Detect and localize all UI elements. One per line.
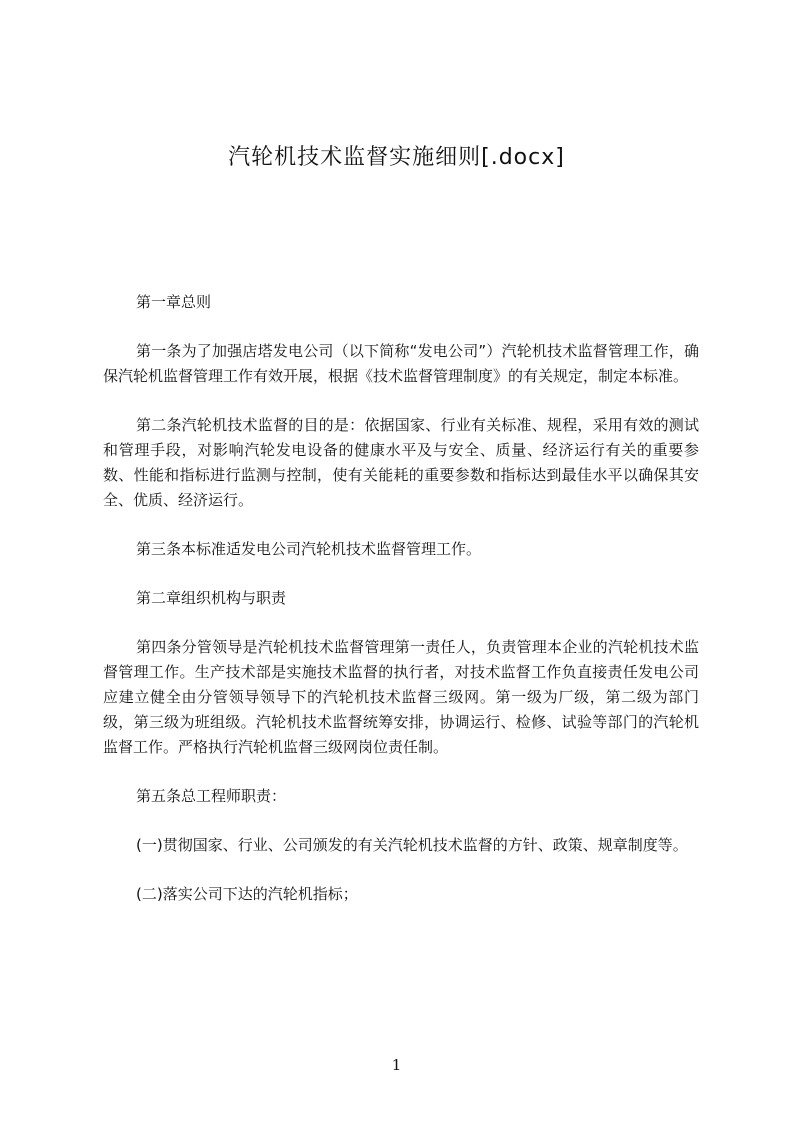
article-paragraph: 第二条汽轮机技术监督的目的是：依据国家、行业有关标准、规程，采用有效的测试和管理手段，对影响汽轮发电设备的健康水平及与安全、质量、经济运行有关的重要参数、性能和指标进行监测与控制，使有关能耗的重要参数和指标达到最佳水平以确保其安全、优质、经济运行。	[103, 416, 699, 509]
document-body	[103, 290, 699, 931]
list-paragraph: (一)贯彻国家、行业、公司颁发的有关汽轮机技术监督的方针、政策、规章制度等。	[136, 836, 688, 854]
article-paragraph: 第四条分管领导是汽轮机技术监督管理第一责任人，负责管理本企业的汽轮机技术监督管理工作。生产技术部是实施技术监督的执行者，对技术监督工作负直接责任发电公司应建立健全由分管领导领导下的汽轮机技术监督三级网。第一级为厂级，第二级为部门级，第三级为班组级。汽轮机技术监督统筹安排，协调运行、检修、试验等部门的汽轮机监督工作。严格执行汽轮机监督三级网岗位责任制。	[103, 638, 699, 756]
page-number: 1	[391, 1056, 402, 1074]
document-title: 汽轮机技术监督实施细则[.docx]	[228, 145, 565, 170]
article-paragraph: 第一条为了加强店塔发电公司（以下简称“发电公司”）汽轮机技术监督管理工作，确保汽轮机监督管理工作有效开展，根据《技术监督管理制度》的有关规定，制定本标准。	[103, 342, 699, 385]
article-heading: 第五条总工程师职责：	[136, 787, 287, 805]
chapter-heading: 第一章总则	[136, 293, 212, 311]
list-paragraph: (二)落实公司下达的汽轮机指标；	[136, 885, 358, 903]
article-paragraph: 第三条本标准适发电公司汽轮机技术监督管理工作。	[136, 540, 482, 558]
chapter-heading: 第二章组织机构与职责	[136, 589, 287, 607]
